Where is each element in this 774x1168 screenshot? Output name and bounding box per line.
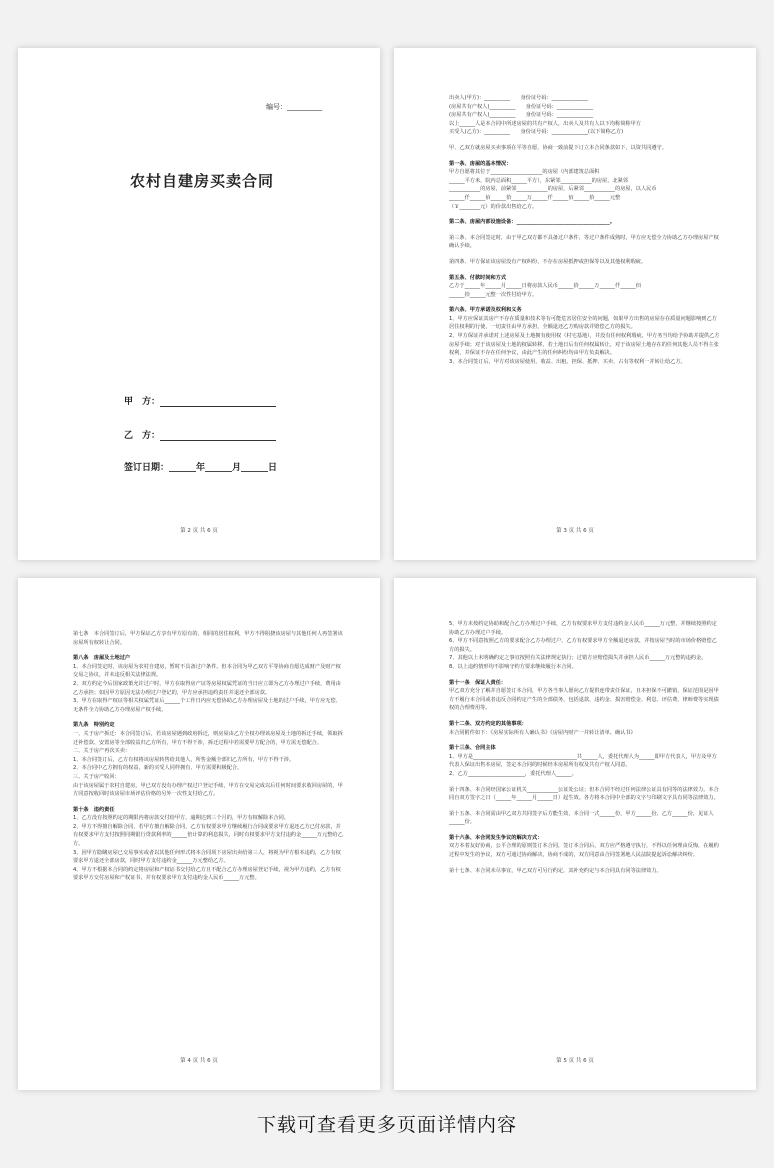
page-number: 第 5 页 共 6 页 [556, 1058, 594, 1064]
party-a-line [160, 406, 276, 407]
page-number: 第 3 页 共 6 页 [556, 528, 594, 534]
clause-text: 2、本合同中乙方拥有的权益，新的买受人同样拥有，甲方需要积极配合。 [73, 765, 243, 772]
clause-heading: 第一条、房屋的基本情况： [449, 160, 512, 167]
clause-text: 双方本着友好协商，公平合理的原则签订本合同，签订本合同后，双方应严格遵守执行，不得以任何理由反悔，在履约过程中发生的争议，双方可通过协商解决，协商不成的，双方同意由合同签署地人民法院提起诉讼解决纠纷。 [449, 843, 719, 859]
paragraph-gap [449, 227, 722, 234]
clause-text: 甲乙双方充分了解并自愿签订本合同，甲方各当事人愿向乙方提供连带责任保证，且本担保不可撤销，保证范围是因甲方不履行本合同或者违反合同约定产生的全部债务，包括退款、违约金、损害赔偿金、利息、评估费、律师费等实现债权的合理费用等。 [449, 688, 719, 712]
clause-text: 一、关于房产拆迁：本合同签订后，若该房屋遇到政府拆迁，则房屋由乙方全权办理该房屋及土地的拆迁手续，领取拆迁补偿款、安置房等全部收益归乙方所有，甲方不得干涉，拆迁过程中若需要甲方配合的，甲方需无偿配合。 [73, 730, 343, 746]
clause-text: 二、关于房产再次买卖： [73, 748, 131, 755]
clause-text: 1、本合同签订后，乙方有权将该房屋转售给其他人，所售金额全部归乙方所有，甲方不得干涉。 [73, 756, 295, 763]
download-more-note: 下载可查看更多页面详情内容 [256, 1114, 517, 1136]
page-number: 第 4 页 共 6 页 [180, 1058, 218, 1064]
paragraph-gap [449, 827, 722, 834]
contract-title: 农村自建房买卖合同 [130, 172, 275, 190]
clause-text: (房屋共有产权人)__________ 身份证号码：______________ [449, 112, 594, 119]
clause-text: （￥________元）的价款出售给乙方。 [449, 203, 538, 210]
clause-heading: 第十六条、本合同发生争议的解决方式： [449, 834, 543, 841]
clause-text: 三、关于房产收回： [73, 773, 120, 780]
clause-text: ______仟______佰______拾______万______仟______佰______拾______元整 [449, 194, 621, 201]
clause-text: 甲、乙双方就房屋买卖事项在平等自愿，协商一致前提下订立本合同条款如下，以资共同遵守。 [449, 144, 667, 151]
party-b-label: 乙 方： [124, 431, 161, 441]
clause-text: ______平方米，院内总面积______平方），东紧邻____________的房屋，北紧邻 [449, 177, 628, 184]
clause-text: 2、甲方保证并承诺对上述房屋及土地拥有使用权（村宅基地），并没有任何权利瑕疵，甲方务当均给予协助并提供乙方房屋手续；对于该房屋及土地的权属转移，若土地日后有任何权属转让，对于该房屋土地存在的任何其他人员不得主张权利，并保证不存在任何争议，由此产生的任何纠纷均由甲方负责解决。 [449, 333, 720, 357]
clause-text: 1、乙方没有按照约定的期限内将房款交付给甲方，逾期达到三个月的，甲方有权解除本合同。 [73, 815, 289, 822]
cover-page [18, 48, 380, 560]
page-5-body [449, 620, 722, 875]
contract-page-4 [18, 578, 380, 1090]
paragraph-gap [449, 779, 722, 786]
clause-text: ______拾______元整一次性付给甲方。 [449, 291, 538, 298]
clause-text: ____________的房屋，前紧邻____________的房屋，后紧邻____________的房屋，以人民币 [449, 186, 657, 193]
paragraph-gap [449, 803, 722, 810]
clause-heading: 第二条、房屋内部设施设备：____________________________________。 [449, 219, 616, 226]
clause-text: 6、甲方不同意按照乙方的要求配合乙方办理过户，乙方有权要求甲方全额退还房款，并按房屋当时的市场价格赔偿乙方的损失。 [449, 638, 717, 653]
page-4-body [73, 630, 346, 883]
paragraph-gap [73, 799, 346, 806]
clause-text: 以上______人是本合同中所述房屋的共有产权人，出卖人及共有人以下均称简称甲方 [449, 120, 641, 127]
clause-heading: 第五条、付款时间和方式 [449, 274, 507, 281]
clause-text: 第四条、甲方保证该房屋没有产权纠纷，不存在房屋抵押或担保等以及其他权利瑕疵。 [449, 258, 647, 265]
paragraph-gap [449, 137, 722, 144]
party-b-line [160, 440, 276, 441]
clause-text: 买受人(乙方)：__________ 身份证号码：______________(以下简称乙方) [449, 129, 624, 136]
clause-text: 2、乙方______________________，委托代理人______。 [449, 770, 577, 777]
paragraph-gap [449, 737, 722, 744]
clause-text: 1、甲方应保证其房产不存在质量和技术等有可能危害居住安全的问题，如果甲方出售的房屋存在质量问题影响到乙方居住权利的行使，一切责任由甲方承担，全额退还乙方购房款并赔偿乙方的损失。 [449, 315, 717, 331]
clause-heading: 第六条、甲方承诺及权利和义务 [449, 307, 522, 314]
contract-page-5 [394, 578, 756, 1090]
clause-text: 第三条、本合同签定时，由于甲乙双方都不具备过户条件，等过户条件成熟时，甲方应无偿全力协助乙方办理房屋产权确认手续。 [449, 234, 719, 250]
paragraph-gap [449, 267, 722, 274]
clause-text: 4、甲方不根据本合同的约定将房屋和产权证书交付给乙方且不配合乙方办理房屋登记手续，视为甲方违约，乙方有权要求甲方交付房屋和产权证书，并有权要求甲方支付违约金人民币______万元整。 [73, 866, 341, 882]
clause-text: 第十五条、本合同需由甲乙双方共同签字后方能生效，本合同一式______份，甲方______份，乙方______份，见证人______份。 [449, 810, 714, 826]
sign-date: 签订日期：______年______月______日 [124, 463, 278, 473]
clause-heading: 第九条 特别约定 [73, 722, 115, 729]
contract-number-label: 编号：__________ [266, 103, 322, 111]
clause-text: 8、以上违约情形均不影响守约方要求继续履行本合同。 [449, 663, 577, 670]
paragraph-gap [449, 860, 722, 867]
clause-text: 3、因甲方隐瞒房屋已交易事实或者以其他任何形式将本合同项下房屋出卖给第三人，将视为甲方根本违约，乙方有权要求甲方退还全部房款，同时甲方支付违约金______万元整给乙方。 [73, 849, 341, 865]
paragraph-gap [449, 153, 722, 160]
paragraph-gap [449, 713, 722, 720]
paragraph-gap [449, 672, 722, 679]
clause-text: 3、甲方在取得产权证等相关权属凭证后______个工作日内应无偿协助乙方办理房屋及土地的过户手续，甲方应无偿、无条件全力协助乙方办理房屋产权手续。 [73, 698, 341, 713]
clause-text: 出卖人(甲方)：__________ 身份证号码：______________ [449, 95, 588, 101]
paragraph-gap [449, 211, 722, 218]
contract-page-3 [394, 48, 756, 560]
party-a-field [124, 394, 276, 407]
clause-text: (房屋共有产权人)__________ 身份证号码：______________ [449, 103, 594, 110]
clause-text: 1、本合同签定时，该房屋为农村自建房，暂时不具备过户条件。但本合同为甲乙双方平等协商自愿达成财产及财产权交易之协议，并未违反相关法律法规。 [73, 663, 341, 679]
clause-heading: 第十条 违约责任 [73, 806, 115, 813]
clause-text: 2、甲方不得擅自解除合同，若甲方擅自解除合同，乙方有权要求甲方继续履行合同或要求甲方退还乙方已付房款，并有权要求甲方支付按照同期银行贷款利率的______倍计算的利息损失，同时有权要求甲方支付违约金______万元整给乙方。 [73, 823, 343, 848]
clause-text: 5、甲方未按约定协助和配合乙方办理过户手续，乙方有权要求甲方支付违约金人民币______万元整，并继续按照约定协助乙方办理过户手续。 [449, 621, 717, 636]
clause-text: 乙方于______年______月______日将房款人民币______拾______万______仟______佰 [449, 283, 641, 290]
clause-text: 2、双方约定今后国家政策允许过户时，甲方在取得房产证等房屋权属凭证的当日应立即为乙方办理过户手续，费用由乙方承担；如因甲方原因无法办理过户登记的，甲方应承担违约责任并退还全部房款。 [73, 680, 341, 696]
paragraph-gap [73, 647, 346, 654]
clause-text: 第十四条、本合同经国家公证机关____________公证处公证；但本合同不经过任何法律公证具有同等的法律效力。本合同自双方签字之日（______年______月______日）起生效。各方将本合同中全部的文字与印刷文字具有同等法律效力。 [449, 786, 719, 802]
clause-text: 3、本合同签订后，甲方对该房屋使用、收益、出租、担保、抵押、买卖、占有等权利一并转让给乙方。 [449, 358, 686, 365]
clause-text: 由于该房屋属于农村自建房，甲已双方没有办理产权过户登记手续，甲方在交易完成以后任何时间要求收回房屋的，甲方同意按收回时该房屋市场评估价格的另外一次性支付给乙方。 [73, 782, 343, 798]
paragraph-gap [449, 251, 722, 258]
page-number: 第 2 页 共 6 页 [180, 528, 218, 534]
clause-text: 7、其他以上未明确约定之事宜按照有关法律规定执行；过错方应赔偿损失并承担人民币______万元整的违约金。 [449, 655, 707, 662]
clause-heading: 第十三条、合同主体 [449, 745, 496, 752]
clause-heading: 第十二条、双方约定的其他事项： [449, 720, 527, 727]
clause-text: 甲方自愿将其位于____________________的房屋（内部建筑总面积 [449, 169, 600, 176]
page-3-body [449, 94, 722, 366]
paragraph-gap [449, 299, 722, 306]
clause-text: 第十七条、本合同未尽事宜，甲乙双方可另行约定，其补充约定与本合同具有同等法律效力。 [449, 867, 662, 874]
paragraph-gap [73, 714, 346, 721]
clause-text: 1、甲方是________________________________________共______人，委托代理人为______即甲方代表人，甲方及甲方代表人保证出售本房屋，签定本合同的时候经本房屋所有权及共有产权人同意。 [449, 753, 717, 769]
clause-text: 本合同附件如下：《房屋实际所有人确认书》《房屋内财产一并转让清单、确认书》 [449, 729, 636, 736]
clause-heading: 第八条 房屋及土地过户 [73, 655, 131, 662]
clause-text: 第七条 本合同签订后，甲方保证乙方享有甲方原有的、相同的居住权利，甲方不得阻挠该房屋与其他任何人再签署该房屋所有权转让合同。 [73, 631, 343, 646]
party-b-field [124, 428, 276, 441]
clause-heading: 第十一条 保证人责任： [449, 679, 507, 686]
party-a-label: 甲 方： [124, 397, 161, 407]
